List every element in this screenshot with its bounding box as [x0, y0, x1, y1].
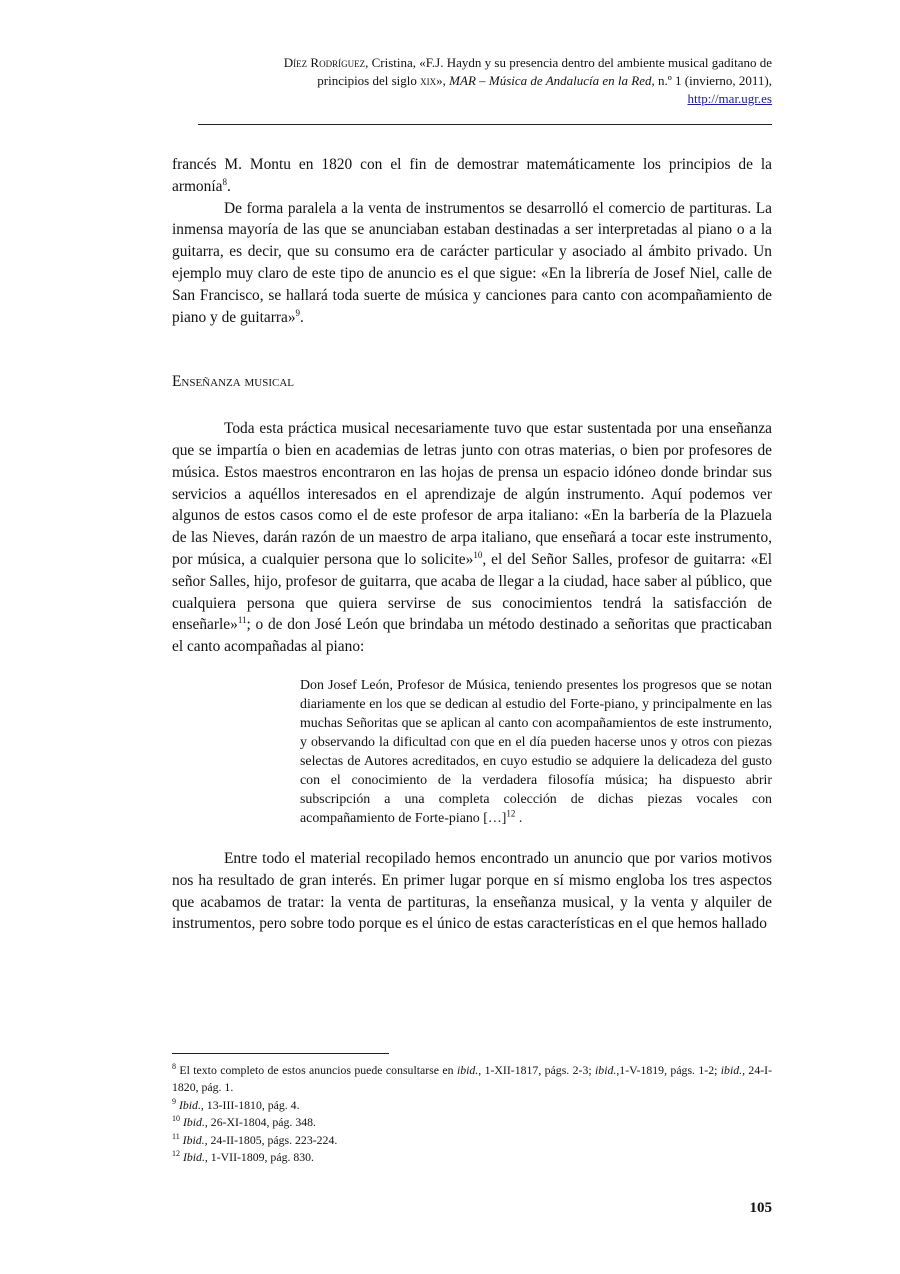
footnote-8 — [172, 1062, 772, 1097]
footnote-11 — [172, 1132, 772, 1149]
footnote-ref-9[interactable]: 9 — [295, 307, 301, 318]
footnote-ref-10[interactable]: 10 — [473, 549, 483, 560]
paragraph-1-text: francés M. Montu en 1820 con el fin de demostrar matemáticamente los principios de la armonía — [172, 156, 772, 195]
block-quote-end: . — [515, 810, 523, 826]
paragraph-2-end: . — [300, 308, 304, 326]
footnote-9-ibid: Ibid. — [178, 1097, 201, 1112]
footnote-8-text-d: , 24-I-1820, pág. 1. — [172, 1063, 773, 1095]
header-journal-title: MAR – Música de Andalucía en la Red — [449, 73, 652, 88]
footnote-8-text-a: El texto completo de estos anuncios puede consultarse en — [176, 1063, 457, 1077]
footnote-8-ibid-2: ibid. — [595, 1063, 617, 1077]
header-author: Díez Rodríguez — [283, 55, 366, 70]
block-quote — [300, 676, 772, 828]
paragraph-1-end: . — [226, 177, 231, 195]
header-century: xix — [420, 73, 437, 88]
footnote-ref-11[interactable]: 11 — [237, 615, 247, 626]
footnote-12 — [172, 1149, 772, 1166]
footnotes — [172, 1062, 772, 1166]
footnote-11-ibid: Ibid. — [182, 1132, 205, 1147]
footnote-8-text-c: ,1-V-1819, págs. 1-2; — [616, 1063, 721, 1077]
footnote-12-ibid: Ibid. — [182, 1150, 205, 1165]
footnote-10-text: , 26-XI-1804, pág. 348. — [204, 1115, 316, 1130]
header-line2-start: principios del siglo — [317, 73, 421, 88]
footnote-8-ibid-1: ibid. — [456, 1063, 479, 1077]
footnote-separator — [172, 1053, 389, 1054]
header-url-link[interactable]: http://mar.ugr.es — [687, 91, 772, 106]
footnote-9 — [172, 1097, 772, 1114]
paragraph-3-text-c: ; o de don José León que brindaba un método destinado a señoritas que practicaban el canto acompañadas al piano: — [172, 616, 772, 656]
footnote-ref-8[interactable]: 8 — [222, 176, 227, 187]
footnote-8-text-b: , 1-XII-1817, págs. 2-3; — [478, 1063, 596, 1077]
paragraph-2-text: De forma paralela a la venta de instrumentos se desarrolló el comercio de partituras. La inmensa mayoría de las que se anunciaban estaban destinadas a ser interpretadas al piano o a la guitarra, es decir, que su consumo era de carácter particular y asociado al ámbito privado. Un ejemplo muy claro de este tipo de anuncio es el que sigue: «En la librería de Josef Niel, calle de San Francisco, se hallará toda suerte de música y canciones para canto con acompañamiento de piano y de guitarra» — [172, 199, 772, 326]
footnote-10-ibid: Ibid. — [182, 1115, 205, 1130]
running-header — [172, 54, 772, 108]
footnote-ref-12[interactable]: 12 — [506, 808, 516, 819]
section-heading: Enseñanza musical — [172, 373, 295, 391]
block-quote-text: Don Josef León, Profesor de Música, teniendo presentes los progresos que se notan diariamente en los que se dedican al estudio del Forte-piano, y principalmente en las muchas Señoritas que se aplican al canto con acompañamientos de este instrumento, y observando la dificultad con que en el día pueden hacerse unos y otros con piezas selectas de Autores acreditados, en cuyo estudio se adquiere la delicadeza del gusto con el conocimiento de la verdadera filosofía música; ha dispuesto abrir subscripción a una completa colección de dichas piezas vocales con acompañamiento de Forte-piano […] — [300, 677, 772, 826]
footnote-11-number: 11 — [172, 1131, 180, 1141]
footnote-8-number: 8 — [172, 1062, 176, 1072]
footnote-8-ibid-3: ibid. — [720, 1063, 743, 1077]
footnote-9-number: 9 — [172, 1096, 176, 1106]
footnote-9-text: , 13-III-1810, pág. 4. — [200, 1097, 300, 1112]
header-line2-mid: », — [436, 73, 450, 88]
footnote-12-text: , 1-VII-1809, pág. 830. — [204, 1150, 315, 1165]
page-number: 105 — [749, 1200, 772, 1216]
header-line1-text: , Cristina, «F.J. Haydn y su presencia dentro del ambiente musical gaditano de — [365, 55, 772, 70]
paragraph-1 — [172, 154, 772, 198]
header-citation-line-1 — [172, 54, 772, 72]
paragraph-4: Entre todo el material recopilado hemos encontrado un anuncio que por varios motivos nos ha resultado de gran interés. En primer lugar porque en sí mismo engloba los tres aspectos que acabamos de tratar: la venta de partituras, la enseñanza musical, y la venta y alquiler de instrumentos, pero sobre todo porque es el único de estas características en el que hemos hallado — [172, 849, 772, 933]
footnote-10 — [172, 1114, 772, 1131]
paragraph-2 — [172, 198, 772, 329]
header-citation-line-2 — [172, 72, 772, 90]
paragraph-3-text-a: Toda esta práctica musical necesariamente tuvo que estar sustentada por una enseñanza que se impartía o bien en academias de letras junto con otras materias, o bien por profesores de música. Estos maestros encontraron en las hojas de prensa un espacio idóneo donde brindar sus servicios a aquéllos interesados en el aprendizaje de algún instrumento. Aquí podemos ver algunos de estos casos como el de este profesor de arpa italiano: «En la barbería de la Plazuela de las Nieves, darán razón de un maestro de arpa italiano, que enseñará a tocar este instrumento, por música, a cualquier persona que lo solicite» — [172, 420, 772, 568]
footnote-12-number: 12 — [172, 1149, 180, 1159]
footnote-10-number: 10 — [172, 1114, 180, 1124]
main-text — [172, 154, 772, 935]
paragraph-3-text-b: , el del Señor Salles, profesor de guitarra: «El señor Salles, hijo, profesor de guitarra, que acaba de llegar a la ciudad, hace saber al público, que cualquiera persona que quiera servirse de sus conocimientos tendrá la satisfacción de enseñarle» — [172, 550, 772, 634]
footnote-11-text: , 24-II-1805, págs. 223-224. — [204, 1132, 338, 1147]
header-rule — [198, 124, 772, 125]
header-line2-end: , n.º 1 (invierno, 2011), — [651, 73, 772, 88]
paragraph-3 — [172, 418, 772, 658]
